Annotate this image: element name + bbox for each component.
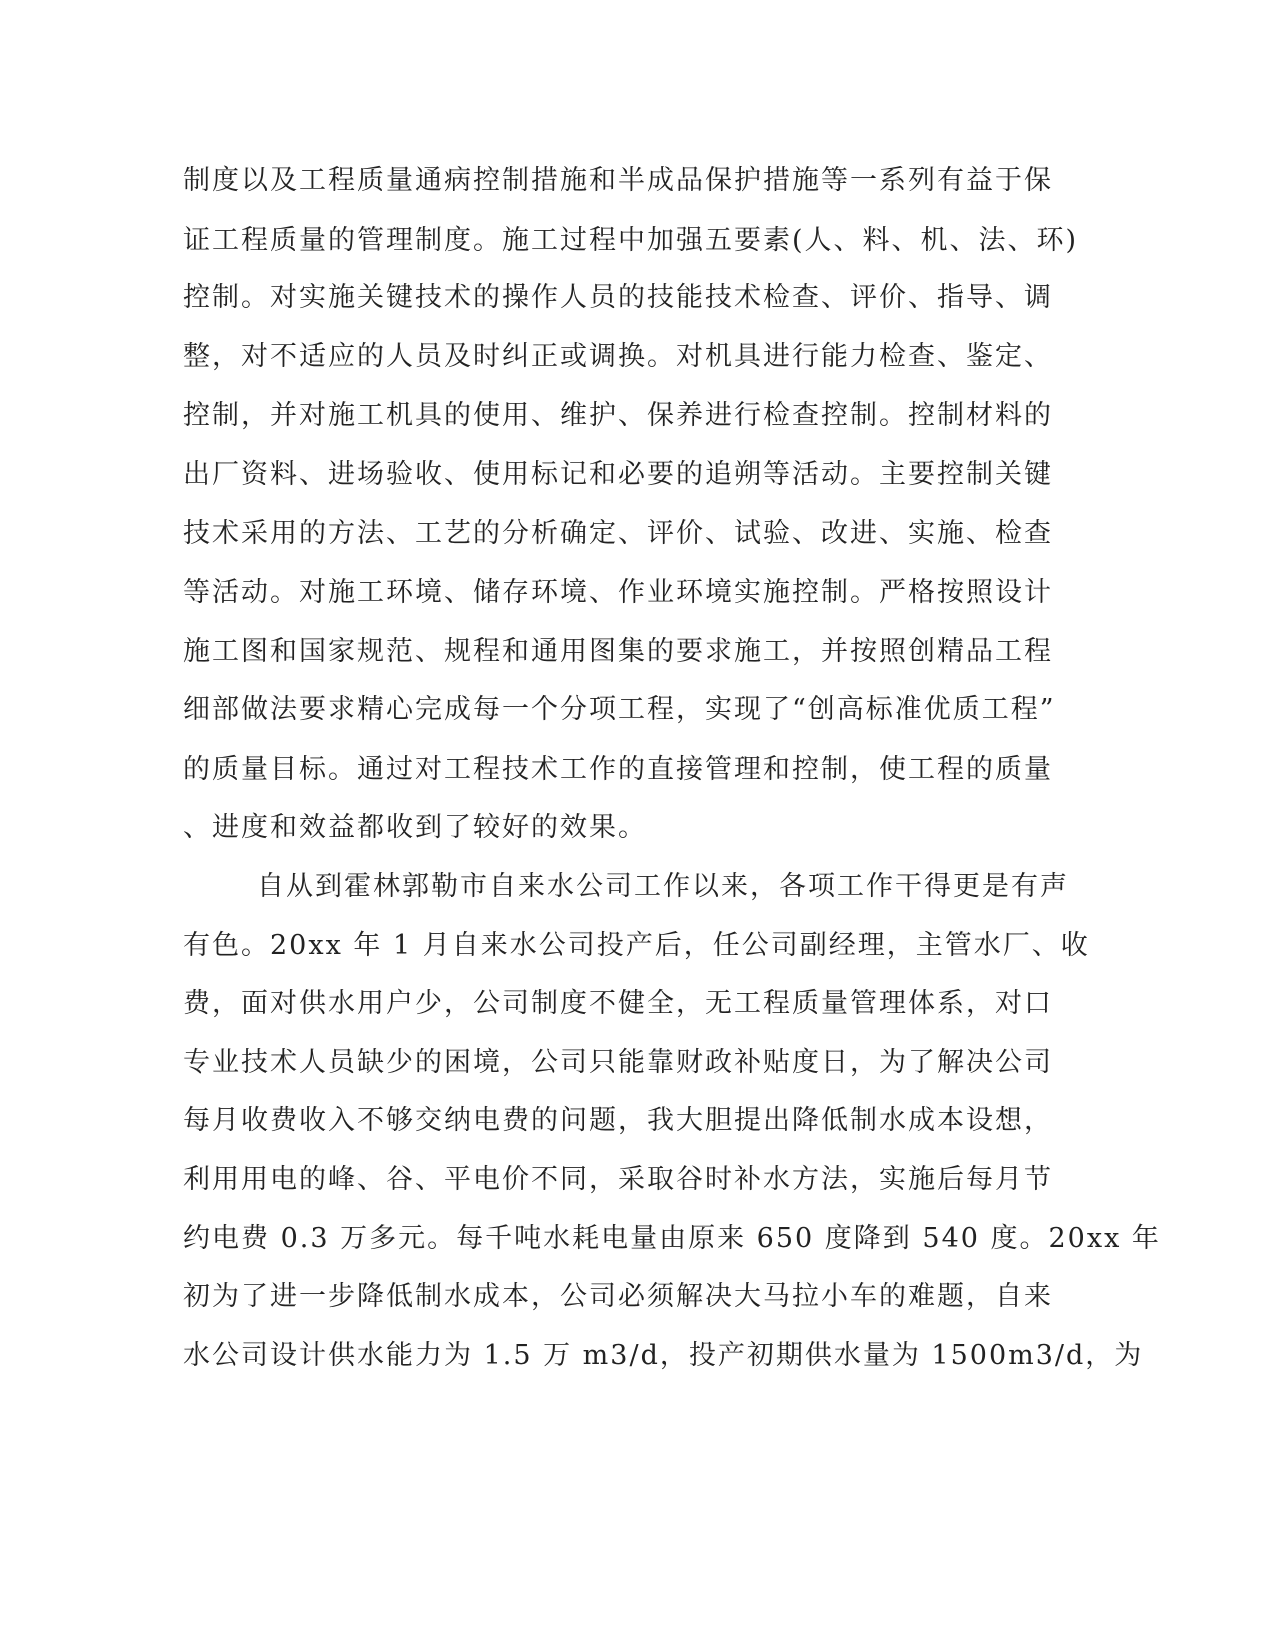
text-line: 制度以及工程质量通病控制措施和半成品保护措施等一系列有益于保 — [183, 165, 1053, 196]
text-line: 证工程质量的管理制度。施工过程中加强五要素(人、料、机、法、环) — [183, 225, 1079, 256]
text-line: 等活动。对施工环境、储存环境、作业环境实施控制。严格按照设计 — [183, 577, 1053, 608]
text-line: 水公司设计供水能力为 1.5 万 m3/d，投产初期供水量为 1500m3/d，为 — [183, 1340, 1144, 1371]
text-line: 有色。20xx 年 1 月自来水公司投产后，任公司副经理，主管水厂、收 — [183, 930, 1090, 961]
text-line: 控制，并对施工机具的使用、维护、保养进行检查控制。控制材料的 — [183, 400, 1053, 431]
text-line: 利用用电的峰、谷、平电价不同，采取谷时补水方法，实施后每月节 — [183, 1164, 1053, 1195]
text-line: 自从到霍林郭勒市自来水公司工作以来，各项工作干得更是有声 — [257, 871, 1069, 902]
text-line: 施工图和国家规范、规程和通用图集的要求施工，并按照创精品工程 — [183, 636, 1053, 667]
text-line: 整，对不适应的人员及时纠正或调换。对机具进行能力检查、鉴定、 — [183, 341, 1053, 372]
text-line: 初为了进一步降低制水成本，公司必须解决大马拉小车的难题，自来 — [183, 1281, 1053, 1312]
text-line: 、进度和效益都收到了较好的效果。 — [183, 812, 647, 843]
text-line: 技术采用的方法、工艺的分析确定、评价、试验、改进、实施、检查 — [183, 518, 1053, 549]
text-line: 的质量目标。通过对工程技术工作的直接管理和控制，使工程的质量 — [183, 754, 1053, 785]
text-line: 专业技术人员缺少的困境，公司只能靠财政补贴度日，为了解决公司 — [183, 1047, 1053, 1078]
text-line: 出厂资料、进场验收、使用标记和必要的追朔等活动。主要控制关键 — [183, 459, 1053, 490]
text-line: 费，面对供水用户少，公司制度不健全，无工程质量管理体系，对口 — [183, 988, 1053, 1019]
text-line: 细部做法要求精心完成每一个分项工程，实现了“创高标准优质工程” — [183, 694, 1056, 725]
text-line: 每月收费收入不够交纳电费的问题，我大胆提出降低制水成本设想， — [183, 1105, 1053, 1136]
text-line: 控制。对实施关键技术的操作人员的技能技术检查、评价、指导、调 — [183, 282, 1053, 313]
text-line: 约电费 0.3 万多元。每千吨水耗电量由原来 650 度降到 540 度。20xx 年 — [183, 1223, 1161, 1254]
